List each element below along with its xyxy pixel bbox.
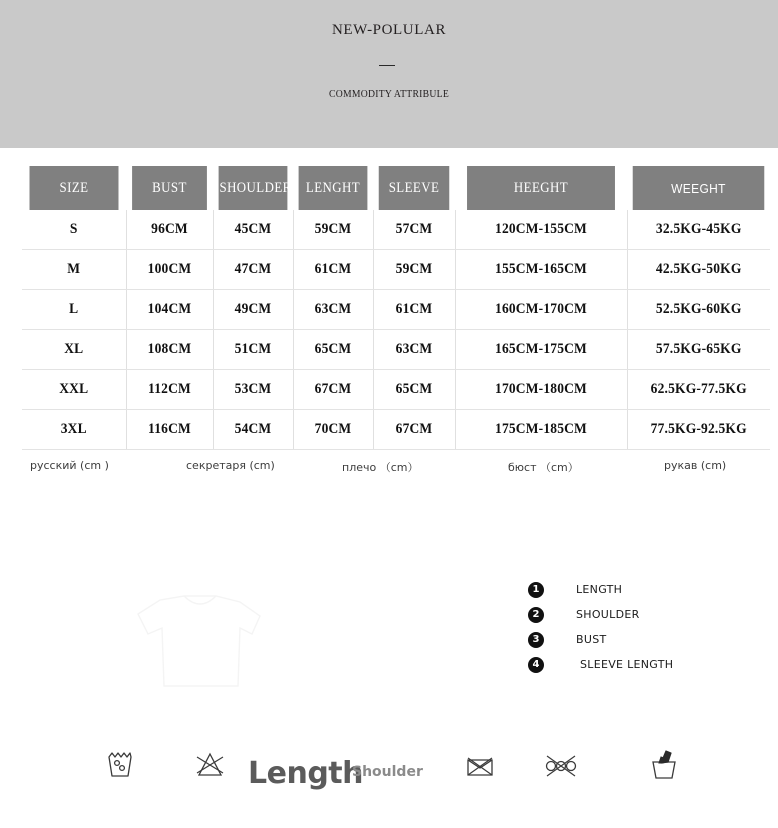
cell-heeght: 160CM-170CM	[464, 290, 619, 330]
cell-sleeve: 63CM	[377, 330, 451, 370]
table-row	[22, 410, 770, 450]
cell-weeght: 42.5KG-50KG	[634, 250, 763, 290]
cell-bust: 100CM	[130, 250, 208, 290]
table-row	[22, 210, 770, 250]
legend-item-bust	[528, 630, 748, 655]
cell-bust: 116CM	[130, 410, 208, 450]
legend-number-4-icon: 4	[528, 657, 544, 673]
column-header-sleeve: SLEEVE	[379, 166, 450, 210]
cell-shoulder: 47CM	[217, 250, 289, 290]
legend-label-length: LENGTH	[576, 583, 623, 596]
russian-caption-row	[0, 459, 778, 483]
cell-lenght: 70CM	[297, 410, 369, 450]
cell-lenght: 59CM	[297, 210, 369, 250]
legend-number-2-icon: 2	[528, 607, 544, 623]
legend-label-shoulder: SHOULDER	[576, 608, 640, 621]
cell-size: M	[27, 250, 121, 290]
table-row	[22, 250, 770, 290]
header-banner	[0, 0, 778, 148]
cell-lenght: 67CM	[297, 370, 369, 410]
wash-30-icon	[96, 742, 144, 790]
cell-bust: 104CM	[130, 290, 208, 330]
cell-shoulder: 54CM	[217, 410, 289, 450]
cell-size: S	[27, 210, 121, 250]
cell-heeght: 165CM-175CM	[464, 330, 619, 370]
cell-bust: 112CM	[130, 370, 208, 410]
cell-sleeve: 67CM	[377, 410, 451, 450]
cell-lenght: 65CM	[297, 330, 369, 370]
cell-bust: 96CM	[130, 210, 208, 250]
cell-shoulder: 51CM	[217, 330, 289, 370]
column-header-shoulder: SHOULDER	[219, 166, 288, 210]
cell-weeght: 77.5KG-92.5KG	[634, 410, 763, 450]
do-not-wring-icon	[537, 742, 585, 790]
cell-size: XXL	[27, 370, 121, 410]
legend-number-3-icon: 3	[528, 632, 544, 648]
table-row	[22, 290, 770, 330]
garment-illustration	[120, 590, 310, 700]
cell-size: 3XL	[27, 410, 121, 450]
russian-caption-chest: бюст （cm）	[508, 461, 579, 474]
word-shoulder-label: Shoulder	[352, 764, 423, 780]
cell-lenght: 61CM	[297, 250, 369, 290]
table-header-row	[22, 166, 770, 210]
size-chart-table	[22, 166, 770, 450]
do-not-bleach-icon	[186, 742, 234, 790]
title-divider	[379, 65, 395, 66]
size-chart-table-wrapper	[22, 166, 756, 450]
column-header-bust: BUST	[132, 166, 207, 210]
russian-caption-sleeve: рукав (cm)	[664, 459, 727, 472]
cell-size: XL	[27, 330, 121, 370]
cell-shoulder: 49CM	[217, 290, 289, 330]
column-header-lenght: LENGHT	[299, 166, 368, 210]
table-row	[22, 370, 770, 410]
column-header-size: SIZE	[29, 166, 118, 210]
cell-sleeve: 65CM	[377, 370, 451, 410]
word-length-label: Length	[248, 756, 363, 791]
cell-heeght: 120CM-155CM	[464, 210, 619, 250]
cell-sleeve: 61CM	[377, 290, 451, 330]
cell-shoulder: 53CM	[217, 370, 289, 410]
legend-number-1-icon: 1	[528, 582, 544, 598]
cell-heeght: 170CM-180CM	[464, 370, 619, 410]
column-header-weeght: WEEGHT	[633, 166, 765, 210]
cell-heeght: 155CM-165CM	[464, 250, 619, 290]
cell-weeght: 52.5KG-60KG	[634, 290, 763, 330]
cell-size: L	[27, 290, 121, 330]
legend-label-bust: BUST	[576, 633, 607, 646]
russian-caption-size: русский (cm )	[30, 459, 109, 472]
column-header-heeght: HEEGHT	[467, 166, 615, 210]
legend-item-length	[528, 580, 748, 605]
page-subtitle: COMMODITY ATTRIBULE	[328, 88, 450, 100]
cell-shoulder: 45CM	[217, 210, 289, 250]
table-body	[22, 210, 770, 450]
russian-caption-bust: секретаря (cm)	[186, 459, 275, 472]
hand-wash-icon	[640, 742, 688, 790]
cell-sleeve: 57CM	[377, 210, 451, 250]
table-row	[22, 330, 770, 370]
cell-weeght: 32.5KG-45KG	[634, 210, 763, 250]
legend-label-sleeve-length: SLEEVE LENGTH	[580, 658, 674, 671]
cell-weeght: 57.5KG-65KG	[634, 330, 763, 370]
cell-bust: 108CM	[130, 330, 208, 370]
cell-heeght: 175CM-185CM	[464, 410, 619, 450]
russian-caption-shoulder: плечо （cm）	[342, 461, 419, 474]
table-header	[22, 166, 770, 210]
do-not-tumble-dry-icon	[456, 742, 504, 790]
cell-lenght: 63CM	[297, 290, 369, 330]
measurement-legend	[528, 580, 748, 680]
legend-item-shoulder	[528, 605, 748, 630]
cell-weeght: 62.5KG-77.5KG	[634, 370, 763, 410]
care-instruction-strip	[0, 742, 778, 802]
cell-sleeve: 59CM	[377, 250, 451, 290]
legend-item-sleeve-length	[528, 655, 748, 680]
page-title: NEW-POLULAR	[331, 22, 447, 38]
